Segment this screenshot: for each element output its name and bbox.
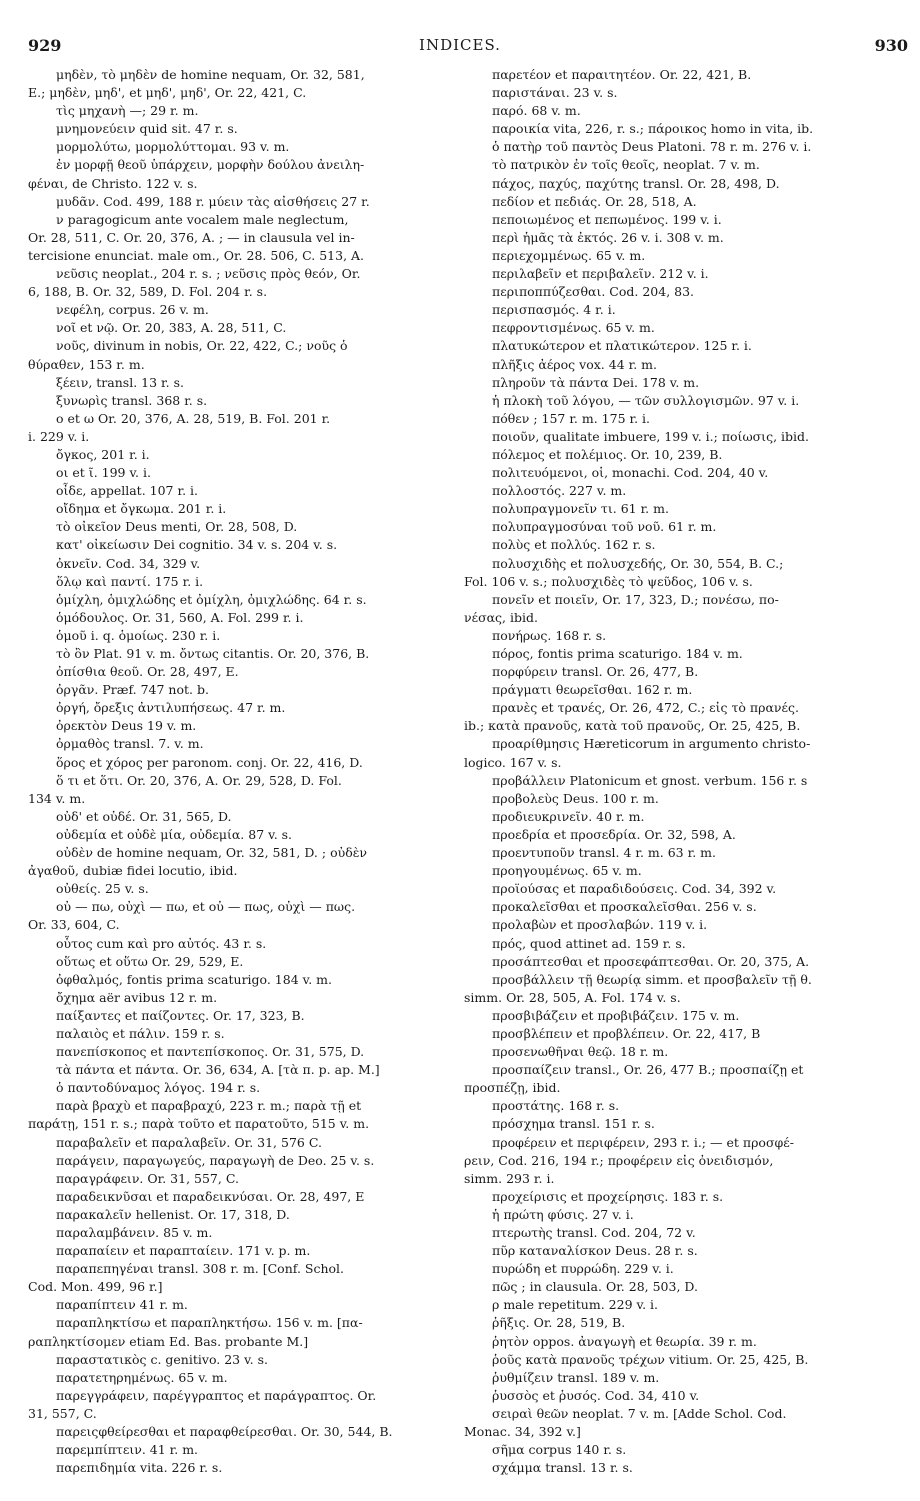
index-entry-line: simm. 293 r. i. — [464, 1170, 555, 1186]
index-entry-line: ῥυσσὸς et ῥυσός. Cod. 34, 410 v. — [492, 1387, 700, 1403]
index-entry-line: προστάτης. 168 r. s. — [492, 1098, 620, 1114]
index-entry-line: παραγράφειν. Or. 31, 557, C. — [56, 1170, 239, 1186]
index-entry-line: οἴδημα et ὄγκωμα. 201 r. i. — [56, 501, 227, 517]
index-entry-line: παραπίπτειν 41 r. m. — [56, 1297, 188, 1313]
index-entry-line: πληροῦν τὰ πάντα Dei. 178 v. m. — [492, 374, 700, 390]
index-entry-line: παραπαίειν et παραπταίειν. 171 v. p. m. — [56, 1243, 311, 1259]
index-entry-line: πολυσχιδὴς et πολυσχεδής, Or. 30, 554, B. C.; — [492, 555, 784, 571]
index-entry-line: κατ' οἰκείωσιν Dei cognitio. 34 v. s. 204 v. s. — [56, 537, 338, 553]
index-entry-line: προλαβὼν et προσλαβών. 119 v. i. — [492, 917, 708, 933]
index-entry-line: περιεχομμένως. 65 v. m. — [492, 247, 646, 263]
index-entry-line: logico. 167 v. s. — [464, 754, 562, 770]
index-entry-line: πρανὲς et τρανές, Or. 26, 472, C.; εἰς τὸ πρανές. — [492, 700, 799, 716]
index-entry-line: πυρώδη et πυρρώδη. 229 v. i. — [492, 1261, 674, 1277]
index-entry-line: 31, 557, C. — [28, 1405, 97, 1421]
index-entry-line: παρὰ βραχὺ et παραβραχύ, 223 r. m.; παρὰ τῇ et — [56, 1098, 362, 1114]
index-entry-line: πολιτευόμενοι, οἱ, monachi. Cod. 204, 40 v. — [492, 465, 769, 481]
index-entry-line: ὅλῳ καὶ παντί. 175 r. i. — [56, 573, 204, 589]
index-entry-line: ρειν, Cod. 216, 194 r.; προφέρειν εἰς ὀνειδισμόν, — [464, 1152, 774, 1168]
index-entry-line: ὁμίχλη, ὁμιχλώδης et ὀμίχλη, ὀμιχλώδης. 64 r. s. — [56, 591, 367, 607]
index-entry-line: μηδὲν, τὸ μηδὲν de homine nequam, Or. 32, 581, — [56, 67, 365, 82]
index-entry-line: προαρίθμησις Hæreticorum in argumento christo- — [492, 736, 811, 752]
index-entry-line: ο et ω Or. 20, 376, A. 28, 519, B. Fol. 201 r. — [56, 410, 331, 426]
index-entry-line: παρεμπίπτειν. 41 r. m. — [56, 1442, 199, 1458]
index-entry-line: ραπληκτίσομεν etiam Ed. Bas. probante M.] — [28, 1333, 309, 1349]
index-entry-line: E.; μηδὲν, μηδ', et μηδ', μηδ', Or. 22, 421, C. — [28, 85, 307, 101]
index-entry-line: σχάμμα transl. 13 r. s. — [492, 1460, 633, 1476]
index-entry-line: ὁμοῦ i. q. ὁμοίως. 230 r. i. — [56, 627, 221, 643]
index-entry-line: ὅ τι et ὅτι. Or. 20, 376, A. Or. 29, 528, D. Fol. — [56, 772, 342, 788]
index-entry-line: προϊούσας et παραδιδούσεις. Cod. 34, 392 v. — [492, 881, 777, 897]
index-entry-line: σειραὶ θεῶν neoplat. 7 v. m. [Adde Schol. Cod. — [492, 1405, 787, 1421]
index-entry-line: νεῦσις neoplat., 204 r. s. ; νεῦσις πρὸς θεόν, Or. — [56, 266, 361, 282]
index-entry-line: οὐδ' et οὐδέ. Or. 31, 565, D. — [56, 808, 232, 824]
index-entry-line: οὐθείς. 25 v. s. — [56, 881, 149, 897]
index-entry-line: προσβλέπειν et προβλέπειν. Or. 22, 417, B — [492, 1025, 761, 1041]
index-entry-line: νοῖ et νῷ. Or. 20, 383, A. 28, 511, C. — [56, 320, 287, 336]
index-entry-line: πόλεμος et πολέμιος. Or. 10, 239, B. — [492, 446, 723, 462]
index-entry-line: παράτῃ, 151 r. s.; παρὰ τοῦτο et παρατοῦτο, 515 v. m. — [28, 1116, 370, 1132]
index-entry-line: ρ male repetitum. 229 v. i. — [492, 1297, 658, 1313]
index-entry-line: Or. 33, 604, C. — [28, 917, 120, 933]
index-entry-line: Fol. 106 v. s.; πολυσχιδὲς τὸ ψεῦδος, 106 v. s. — [464, 573, 753, 589]
index-entry-line: 134 v. m. — [28, 790, 86, 806]
index-entry-line: πανεπίσκοπος et παντεπίσκοπος. Or. 31, 575, D. — [56, 1044, 365, 1060]
index-entry-line: προδιευκρινεῖν. 40 r. m. — [492, 808, 645, 824]
index-entry-line: πρόσχημα transl. 151 r. s. — [492, 1116, 655, 1132]
index-entry-line: περιποππύζεσθαι. Cod. 204, 83. — [492, 284, 695, 300]
index-entry-line: ἡ πρώτη φύσις. 27 v. i. — [492, 1206, 634, 1222]
index-entry-line: παραπεπηγέναι transl. 308 r. m. [Conf. Schol. — [56, 1261, 345, 1277]
index-entry-line: Or. 28, 511, C. Or. 20, 376, A. ; — in clausula vel in- — [28, 229, 355, 245]
index-entry-line: ὀρεκτὸν Deus 19 v. m. — [56, 718, 197, 734]
index-entry-line: 6, 188, B. Or. 32, 589, D. Fol. 204 r. s. — [28, 284, 268, 300]
index-entry-line: πολυπραγμοσύναι τοῦ νοῦ. 61 r. m. — [492, 519, 717, 535]
index-entry-line: οὐδὲν de homine nequam, Or. 32, 581, D. ; οὐδὲν — [56, 845, 368, 861]
index-entry-line: περιλαβεῖν et περιβαλεῖν. 212 v. i. — [492, 266, 709, 282]
index-entry-line: παραπληκτίσω et παραπληκτήσω. 156 v. m. [πα- — [56, 1315, 363, 1331]
index-entry-line: οὕτως et οὕτω Or. 29, 529, E. — [56, 953, 244, 969]
index-entry-line: παροικία vita, 226, r. s.; πάροικος homo in vita, ib. — [492, 121, 814, 137]
index-entry-line: ὀφθαλμός, fontis prima scaturigo. 184 v. m. — [56, 971, 332, 987]
index-entry-line: ὄχημα aër avibus 12 r. m. — [56, 989, 218, 1005]
index-entry-line: ξέειν, transl. 13 r. s. — [56, 374, 184, 390]
index-entry-line: ὀκνεῖν. Cod. 34, 329 v. — [56, 555, 201, 571]
page-header — [0, 0, 920, 60]
index-entry-line: παρό. 68 v. m. — [492, 103, 581, 119]
index-entry-line: οι et ῖ. 199 v. i. — [56, 465, 151, 481]
index-entry-line: φέναι, de Christo. 122 v. s. — [28, 175, 198, 191]
index-entry-line: ποιοῦν, qualitate imbuere, 199 v. i.; ποίωσις, ibid. — [492, 428, 810, 444]
index-column-left — [28, 66, 468, 1477]
index-entry-line: πολὺς et πολλύς. 162 r. s. — [492, 537, 656, 553]
index-entry-line: παραλαμβάνειν. 85 v. m. — [56, 1225, 213, 1240]
index-entry-line: τὸ πατρικὸν ἐν τοῖς θεοῖς, neoplat. 7 v. m. — [492, 157, 760, 173]
index-entry-line: i. 229 v. i. — [28, 428, 90, 444]
index-entry-line: ὁ παντοδύναμος λόγος. 194 r. s. — [56, 1080, 261, 1096]
index-entry-line: τὰ πάντα et πάντα. Or. 36, 634, A. [τὰ π. p. ap. M.] — [56, 1062, 380, 1078]
index-entry-line: ὀργᾶν. Præf. 747 not. b. — [56, 682, 209, 698]
index-entry-line: μυδᾶν. Cod. 499, 188 r. μύειν τὰς αἰσθήσεις 27 r. — [56, 193, 370, 209]
index-entry-line: μνημονεύειν quid sit. 47 r. s. — [56, 121, 238, 137]
index-entry-line: ῥῆξις. Or. 28, 519, B. — [492, 1315, 626, 1331]
index-entry-line: ὀργή, ὄρεξις ἀντιλυπήσεως. 47 r. m. — [56, 700, 286, 716]
index-entry-line: περὶ ἡμᾶς τὰ ἐκτός. 26 v. i. 308 v. m. — [492, 229, 724, 245]
running-title: INDICES. — [419, 36, 501, 54]
index-entry-line: ν paragogicum ante vocalem male neglectum, — [56, 211, 349, 227]
index-entry-line: προσβάλλειν τῇ θεωρίᾳ simm. et προσβαλεῖν τῇ θ. — [492, 971, 812, 987]
index-entry-line: περισπασμός. 4 r. i. — [492, 302, 616, 318]
index-entry-line: ῥοῦς κατὰ πρανοῦς τρέχων vitium. Or. 25, 425, B. — [492, 1351, 809, 1367]
index-entry-line: ἐν μορφῇ θεοῦ ὑπάρχειν, μορφὴν δούλου ἀνειλη- — [56, 157, 365, 173]
index-entry-line: προβάλλειν Platonicum et gnost. verbum. 156 r. s — [492, 772, 808, 788]
index-entry-line: ῥυθμίζειν transl. 189 v. m. — [492, 1369, 660, 1385]
index-entry-line: Monac. 34, 392 v.] — [464, 1424, 581, 1440]
index-entry-line: προσενωθῆναι θεῷ. 18 r. m. — [492, 1044, 669, 1060]
index-entry-line: πολλοστός. 227 v. m. — [492, 483, 627, 499]
index-entry-line: παρατετηρημένως. 65 v. m. — [56, 1369, 228, 1385]
index-entry-line: πεφροντισμένως. 65 v. m. — [492, 320, 655, 336]
index-column-right — [464, 66, 904, 1477]
index-entry-line: νεφέλη, corpus. 26 v. m. — [56, 302, 209, 318]
index-entry-line: παρειςφθείρεσθαι et παραφθείρεσθαι. Or. 30, 544, B. — [56, 1424, 393, 1440]
index-entry-line: οὗτος cum καὶ pro αὐτός. 43 r. s. — [56, 935, 267, 951]
index-entry-line: θύραθεν, 153 r. m. — [28, 356, 145, 372]
index-entry-line: παραστατικὸς c. genitivo. 23 v. s. — [56, 1351, 268, 1367]
index-entry-line: πτερωτὴς transl. Cod. 204, 72 v. — [492, 1225, 696, 1240]
index-entry-line: πλατυκώτερον et πλατικώτερον. 125 r. i. — [492, 338, 752, 354]
index-entry-line: μορμολύτω, μορμολύττομαι. 93 v. m. — [56, 139, 290, 155]
index-entry-line: ξυνωρὶς transl. 368 r. s. — [56, 392, 208, 408]
index-entry-line: παίξαντες et παίζοντες. Or. 17, 323, B. — [56, 1007, 305, 1023]
index-entry-line: ὄγκος, 201 r. i. — [56, 446, 150, 462]
index-entry-line: ib.; κατὰ πρανοῦς, κατὰ τοῦ πρανοῦς, Or. 25, 425, B. — [464, 718, 801, 734]
index-entry-line: πῶς ; in clausula. Or. 28, 503, D. — [492, 1279, 698, 1295]
index-entry-line: προκαλεῖσθαι et προσκαλεῖσθαι. 256 v. s. — [492, 899, 757, 915]
index-entry-line: πολυπραγμονεῖν τι. 61 r. m. — [492, 501, 669, 517]
index-entry-line: πλῆξις ἀέρος vox. 44 r. m. — [492, 356, 657, 372]
index-entry-line: τὶς μηχανὴ —; 29 r. m. — [56, 103, 199, 119]
index-entry-line: ὁμόδουλος. Or. 31, 560, A. Fol. 299 r. i. — [56, 609, 304, 625]
index-entry-line: προσπαίζειν transl., Or. 26, 477 B.; προσπαίζῃ et — [492, 1062, 804, 1078]
index-entry-line: παρεγγράφειν, παρέγγραπτος et παράγραπτος. Or. — [56, 1387, 377, 1403]
index-entry-line: παλαιὸς et πάλιν. 159 r. s. — [56, 1025, 225, 1041]
index-entry-line: οὐδεμία et οὐδὲ μία, οὐδεμία. 87 v. s. — [56, 826, 293, 842]
index-entry-line: ὅρος et χόρος per paronom. conj. Or. 22, 416, D. — [56, 754, 363, 770]
index-entry-line: νοῦς, divinum in nobis, Or. 22, 422, C.; νοῦς ὁ — [56, 338, 348, 354]
index-entry-line: simm. Or. 28, 505, A. Fol. 174 v. s. — [464, 989, 681, 1005]
index-entry-line: πόθεν ; 157 r. m. 175 r. i. — [492, 410, 651, 426]
index-entry-line: τὸ οἰκεῖον Deus menti, Or. 28, 508, D. — [56, 519, 298, 535]
index-entry-line: προσάπτεσθαι et προσεφάπτεσθαι. Or. 20, 375, A. — [492, 953, 810, 969]
index-entry-line: παριστάναι. 23 v. s. — [492, 85, 618, 101]
index-entry-line: πονήρως. 168 r. s. — [492, 627, 607, 643]
index-entry-line: ἡ πλοκὴ τοῦ λόγου, — τῶν συλλογισμῶν. 97 v. i. — [492, 392, 800, 408]
page-number-right: 930 — [874, 36, 908, 55]
index-entry-line: Cod. Mon. 499, 96 r.] — [28, 1279, 163, 1295]
index-entry-line: παρετέον et παραιτητέον. Or. 22, 421, B. — [492, 67, 752, 82]
index-entry-line: πεδίον et πεδιάς. Or. 28, 518, A. — [492, 193, 697, 209]
index-entry-line: ῥητὸν oppos. ἀναγωγὴ et θεωρία. 39 r. m. — [492, 1333, 757, 1349]
index-entry-line: πῦρ καταναλίσκον Deus. 28 r. s. — [492, 1243, 698, 1259]
index-entry-line: ὁ πατὴρ τοῦ παντὸς Deus Platoni. 78 r. m. 276 v. i. — [492, 139, 812, 155]
index-entry-line: προσπέζῃ, ibid. — [464, 1080, 561, 1096]
index-entry-line: προηγουμένως. 65 v. m. — [492, 863, 642, 879]
index-entry-line: προφέρειν et περιφέρειν, 293 r. i.; — et προσφέ- — [492, 1134, 794, 1150]
index-entry-line: ὀπίσθια θεοῦ. Or. 28, 497, E. — [56, 664, 239, 680]
index-entry-line: πορφύρειν transl. Or. 26, 477, B. — [492, 664, 699, 680]
index-entry-line: οὐ — πω, οὐχὶ — πω, et οὐ — πως, οὐχὶ — πως. — [56, 899, 356, 915]
index-entry-line: πράγματι θεωρεῖσθαι. 162 r. m. — [492, 682, 693, 698]
index-entry-line: προσβιβάζειν et προβιβάζειν. 175 v. m. — [492, 1007, 740, 1023]
index-entry-line: πόρος, fontis prima scaturigo. 184 v. m. — [492, 646, 743, 661]
index-entry-line: προεδρία et προσεδρία. Or. 32, 598, A. — [492, 826, 736, 842]
index-entry-line: παρεπιδημία vita. 226 r. s. — [56, 1460, 223, 1476]
index-entry-line: πρός, quod attinet ad. 159 r. s. — [492, 935, 686, 951]
page-number-left: 929 — [28, 36, 62, 55]
index-entry-line: προεντυποῦν transl. 4 r. m. 63 r. m. — [492, 845, 716, 861]
index-entry-line: παραβαλεῖν et παραλαβεῖν. Or. 31, 576 C. — [56, 1134, 322, 1150]
index-entry-line: νέσας, ibid. — [464, 609, 538, 625]
index-entry-line: tercisione enunciat. male om., Or. 28. 506, C. 513, A. — [28, 247, 365, 263]
index-entry-line: τὸ ὂν Plat. 91 v. m. ὄντως citantis. Or. 20, 376, B. — [56, 646, 370, 661]
index-entry-line: πονεῖν et ποιεῖν, Or. 17, 323, D.; πονέσω, πο- — [492, 591, 779, 607]
index-entry-line: παρακαλεῖν hellenist. Or. 17, 318, D. — [56, 1206, 290, 1222]
index-entry-line: ἀγαθοῦ, dubiæ fidei locutio, ibid. — [28, 863, 238, 879]
index-entry-line: προχείρισις et προχείρησις. 183 r. s. — [492, 1188, 724, 1204]
index-entry-line: ὀρμαθὸς transl. 7. v. m. — [56, 736, 204, 752]
index-entry-line: παράγειν, παραγωγεύς, παραγωγὴ de Deo. 25 v. s. — [56, 1152, 375, 1168]
index-entry-line: πεποιωμένος et πεπωμένος. 199 v. i. — [492, 211, 722, 227]
index-entry-line: σῆμα corpus 140 r. s. — [492, 1442, 627, 1458]
index-entry-line: οἶδε, appellat. 107 r. i. — [56, 483, 198, 499]
index-entry-line: παραδεικνῦσαι et παραδεικνύσαι. Or. 28, 497, E — [56, 1188, 365, 1204]
index-entry-line: προβολεὺς Deus. 100 r. m. — [492, 790, 659, 806]
index-entry-line: πάχος, παχύς, παχύτης transl. Or. 28, 498, D. — [492, 175, 780, 191]
